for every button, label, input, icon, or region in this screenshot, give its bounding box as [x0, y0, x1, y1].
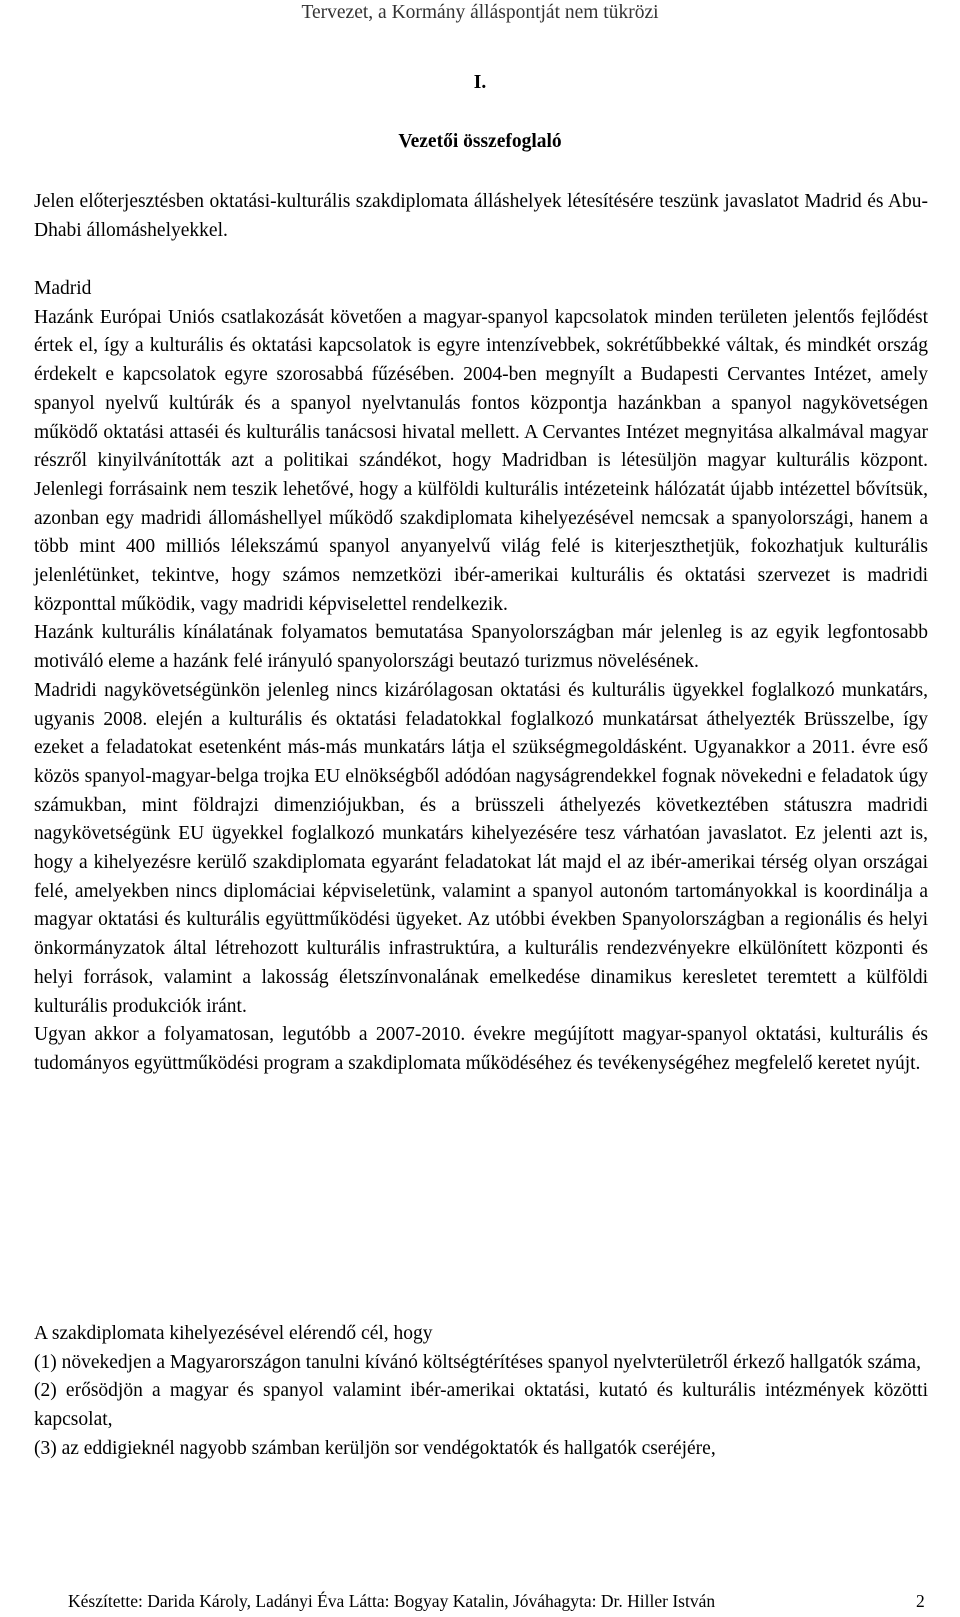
goal-item: (2) erősödjön a magyar és spanyol valamint ibér-amerikai oktatási, kutató és kulturális intézmények közötti kapcsolat,	[34, 1380, 928, 1431]
goal-item: (1) növekedjen a Magyarországon tanulni kívánó költségtérítéses spanyol nyelvterületről érkező hallgatók száma,	[34, 1351, 921, 1373]
intro-paragraph	[34, 188, 928, 245]
section-number: I.	[473, 72, 487, 93]
page-number: 2	[916, 1591, 925, 1611]
madrid-heading: Madrid	[34, 278, 92, 299]
paragraph: Ugyan akkor a folyamatosan, legutóbb a 2007-2010. évekre megújított magyar-spanyol oktatási, kulturális és tudományos együttműködési program a szakdiplomata működéséhez és tevékenységéhez megfelelő keretet nyújt.	[34, 1024, 928, 1074]
madrid-section	[34, 275, 928, 1079]
paragraph: Madridi nagykövetségünkön jelenleg nincs kizárólagosan oktatási és kulturális ügyekkel foglalkozó munkatárs, ugyanis 2008. elején a kulturális és oktatási feladatokkal foglalkozó munkatársat áthelyezték Brüsszelbe, így ezeket a feladatokat esetenként más-más munkatárs látja el szükségmegoldásként. Ugyanakkor a 2011. évre eső közös spanyol-magyar-belga trojka EU elnökségből adódóan nagyságrendekkel fognak növekedni e feladatok úgy számukban, mint földrajzi dimenziójukban, és a brüsszeli áthelyezés következtében státuszra madridi nagykövetségünk EU ügyekkel foglalkozó munkatárs kihelyezésére tesz várhatóan javaslatot. Ez jelenti azt is, hogy a kihelyezésre kerülő szakdiplomata egyaránt feladatokat lát majd el az ibér-amerikai térség olyan országai felé, amelyekben nincs diplomáciai képviseletünk, valamint a spanyol autonóm tartományokkal is koordinálja a magyar oktatási és kulturális együttműködési ügyeket. Az utóbbi években Spanyolországban a regionális és helyi önkormányzatok által létrehozott kulturális infrastruktúra, a kulturális rendezvényekre elkülönített központi és helyi források, valamint a lakosság életszínvonalának emelkedése dinamikus keresletet teremtett a külföldi kulturális produkciók iránt.	[34, 679, 928, 1017]
goals-intro: A szakdiplomata kihelyezésével elérendő cél, hogy	[34, 1323, 433, 1344]
draft-disclaimer: Tervezet, a Kormány álláspontját nem tükrözi	[301, 2, 659, 23]
goals-section	[34, 1320, 928, 1464]
paragraph: Hazánk Európai Uniós csatlakozását követően a magyar-spanyol kapcsolatok minden területen jelentős fejlődést értek el, így a kulturális és oktatási kapcsolatok is egyre intenzívebbek, sokrétűbbekké váltak, és mindkét ország érdekelt e kapcsolatok egyre szorosabbá fűzésében. 2004-ben megnyílt a Budapesti Cervantes Intézet, amely spanyol nyelvű kultúrák és a spanyol nyelvtanulás fontos központja hazánkban a spanyol nagykövetségen működő oktatási attaséi és kulturális tanácsosi hivatal mellett. A Cervantes Intézet megnyitása alkalmával magyar részről kinyilvánították azt a politikai szándékot, hogy Madridban is létesüljön magyar kulturális központ. Jelenlegi forrásaink nem teszik lehetővé, hogy a külföldi kulturális intézeteink hálózatát újabb intézettel bővítsük, azonban egy madridi állomáshellyel működő szakdiplomata kihelyezésével nemcsak a spanyolországi, hanem a több mint 400 milliós lélekszámú spanyol anyanyelvű világ felé is kiterjeszthetjük, fokozhatjuk kulturális jelenlétünket, tekintve, hogy számos nemzetközi ibér-amerikai kulturális és oktatási szervezet is madridi központtal működik, vagy madridi képviselettel rendelkezik.	[34, 306, 928, 615]
footer-credits: Készítette: Darida Károly, Ladányi Éva Látta: Bogyay Katalin, Jóváhagyta: Dr. Hiller István	[68, 1591, 716, 1611]
intro-text: Jelen előterjesztésben oktatási-kulturális szakdiplomata álláshelyek létesítésére teszünk javaslatot Madrid és Abu- Dhabi állomáshelyekkel.	[34, 191, 928, 241]
goal-item: (3) az eddigieknél nagyobb számban kerüljön sor vendégoktatók és hallgatók cseréjére,	[34, 1437, 716, 1459]
paragraph: Hazánk kulturális kínálatának folyamatos bemutatása Spanyolországban már jelenleg is az egyik legfontosabb motiváló eleme a hazánk felé irányuló spanyolországi beutazó turizmus növelésének.	[34, 622, 928, 673]
section-title: Vezetői összefoglaló	[398, 131, 562, 152]
